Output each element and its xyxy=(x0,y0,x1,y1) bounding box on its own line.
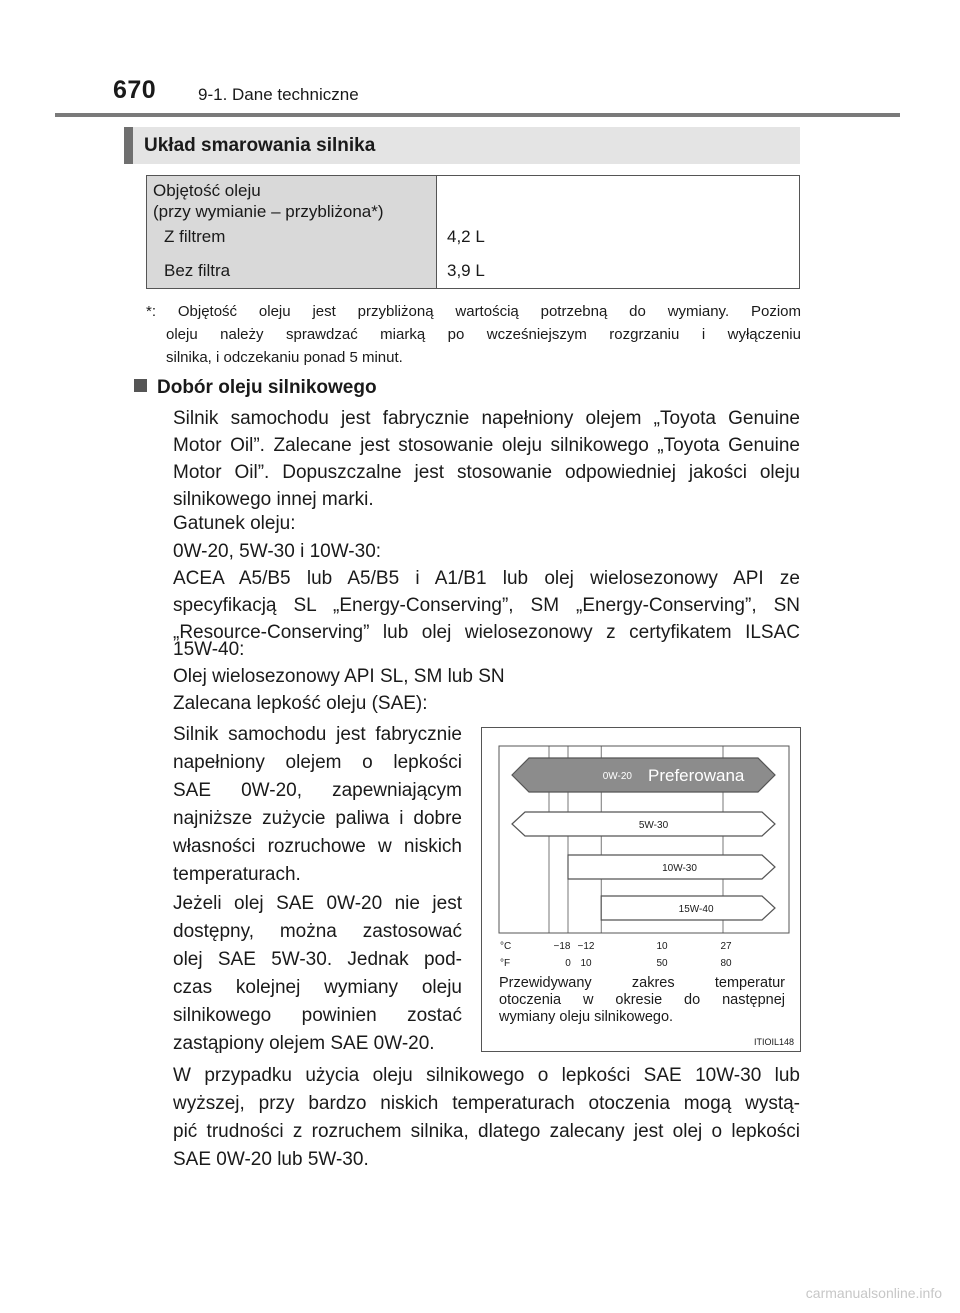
footnote-line: oleju należy sprawdzać miarką po wcześniejszym rozgrzaniu i wyłączeniu xyxy=(166,326,801,343)
fahrenheit-tick-label: 50 xyxy=(656,958,668,969)
celsius-unit: °C xyxy=(500,941,512,952)
text-line: silnikowego powinien zostać xyxy=(173,1005,462,1026)
celsius-tick-label: 27 xyxy=(720,941,732,952)
caption-line: otoczenia w okresie do następnej xyxy=(499,992,785,1008)
text-line: dostępny, można zastosować xyxy=(173,921,462,942)
factory-oil-paragraph xyxy=(173,721,462,889)
text-line: SAE 0W-20, zapewniającym xyxy=(173,780,462,801)
row-value-with-filter: 4,2 L xyxy=(447,227,485,246)
fahrenheit-tick-label: 80 xyxy=(720,958,732,969)
footnote-line: *: Objętość oleju jest przybliżoną wartością potrzebną do wymiany. Poziom xyxy=(146,303,801,320)
grade-a-paragraph xyxy=(173,538,800,646)
header-rule xyxy=(55,113,900,117)
text-line: Olej wielosezonowy API SL, SM lub SN xyxy=(173,666,505,687)
text-line: temperaturach. xyxy=(173,864,301,885)
arrow-label: 5W-30 xyxy=(638,820,669,831)
capacity-label-line1: Objętość oleju xyxy=(153,181,261,200)
intro-paragraph xyxy=(173,405,800,513)
arrow-label: 15W-40 xyxy=(678,904,714,915)
text-line: Silnik samochodu jest fabrycznie xyxy=(173,724,462,745)
text-line: najniższe zużycie paliwa i dobre xyxy=(173,808,462,829)
text-line: silnikowego innej marki. xyxy=(173,489,374,510)
text-line: 0W-20, 5W-30 i 10W-30: xyxy=(173,541,382,562)
text-line: Motor Oil”. Dopuszczalne jest stosowanie odpowiedniej jakości oleju xyxy=(173,462,800,483)
text-line: olej SAE 5W-30. Jednak pod- xyxy=(173,949,462,970)
fahrenheit-tick-label: 10 xyxy=(580,958,592,969)
text-line: zastąpiony olejem SAE 0W-20. xyxy=(173,1033,435,1054)
figure-code: ITIOIL148 xyxy=(753,1037,794,1047)
oil-viscosity-chart xyxy=(481,727,801,1052)
oil-capacity-table xyxy=(146,175,800,289)
text-line: ACEA A5/B5 lub A5/B5 i A1/B1 lub olej wielosezonowy API ze xyxy=(173,568,800,589)
chapter-title: 9-1. Dane techniczne xyxy=(198,85,359,104)
celsius-tick-label: −12 xyxy=(577,941,595,952)
text-line: Silnik samochodu jest fabrycznie napełniony olejem „Toyota Genuine xyxy=(173,408,800,429)
text-line: własności rozruchowe w niskich xyxy=(173,836,462,857)
celsius-tick-label: −18 xyxy=(553,941,571,952)
preferred-label: Preferowana xyxy=(648,766,745,785)
text-line: Jeżeli olej SAE 0W-20 nie jest xyxy=(173,893,462,914)
arrow-label: 10W-30 xyxy=(662,863,697,874)
fahrenheit-tick-label: 0 xyxy=(565,958,571,969)
capacity-label-line2: (przy wymianie – przybliżona*) xyxy=(153,202,384,221)
capacity-footnote xyxy=(146,300,801,369)
chart-caption xyxy=(499,975,785,1026)
oil-selection-heading-text: Dobór oleju silnikowego xyxy=(157,377,377,398)
oil-selection-heading xyxy=(134,377,377,399)
text-line: W przypadku użycia oleju silnikowego o lepkości SAE 10W-30 lub xyxy=(173,1065,800,1086)
text-line: pić trudności z rozruchem silnika, dlatego zalecany jest olej o lepkości xyxy=(173,1121,800,1142)
alternative-oil-paragraph xyxy=(173,890,462,1058)
text-line: SAE 0W-20 lub 5W-30. xyxy=(173,1149,369,1170)
cold-start-paragraph xyxy=(173,1062,800,1174)
section-accent xyxy=(124,127,133,164)
row-label-without-filter: Bez filtra xyxy=(164,261,231,280)
fahrenheit-unit: °F xyxy=(500,958,511,969)
page-number: 670 xyxy=(113,76,157,104)
text-line: „Resource-Conserving” lub olej wielosezonowy z certyfikatem ILSAC xyxy=(173,622,800,643)
text-line: wyższej, przy bardzo niskich temperaturach otoczenia mogą wystą- xyxy=(173,1093,800,1114)
caption-line: Przewidywany zakres temperatur xyxy=(499,975,785,991)
square-bullet-icon xyxy=(134,379,147,392)
text-line: czas kolejnej wymiany oleju xyxy=(173,977,462,998)
watermark: carmanualsonline.info xyxy=(805,1285,942,1301)
grade-label: Gatunek oleju: xyxy=(173,513,296,534)
text-line: Motor Oil”. Zalecane jest stosowanie oleju silnikowego „Toyota Genuine xyxy=(173,435,800,456)
section-title: Układ smarowania silnika xyxy=(144,135,376,156)
celsius-tick-label: 10 xyxy=(656,941,668,952)
row-label-with-filter: Z filtrem xyxy=(164,227,226,246)
text-line: 15W-40: xyxy=(173,639,245,660)
text-line: napełniony olejem o lepkości xyxy=(173,752,462,773)
row-value-without-filter: 3,9 L xyxy=(447,261,485,280)
arrow-label: 0W-20 xyxy=(602,771,632,782)
text-line: specyfikacją SL „Energy-Conserving”, SM „Energy-Conserving”, SN xyxy=(173,595,800,616)
viscosity-label: Zalecana lepkość oleju (SAE): xyxy=(173,693,428,714)
section-bar xyxy=(124,127,800,164)
footnote-line: silnika, i odczekaniu ponad 5 minut. xyxy=(166,349,403,366)
caption-line: wymiany oleju silnikowego. xyxy=(499,1009,674,1025)
grade-b-paragraph xyxy=(173,636,505,690)
